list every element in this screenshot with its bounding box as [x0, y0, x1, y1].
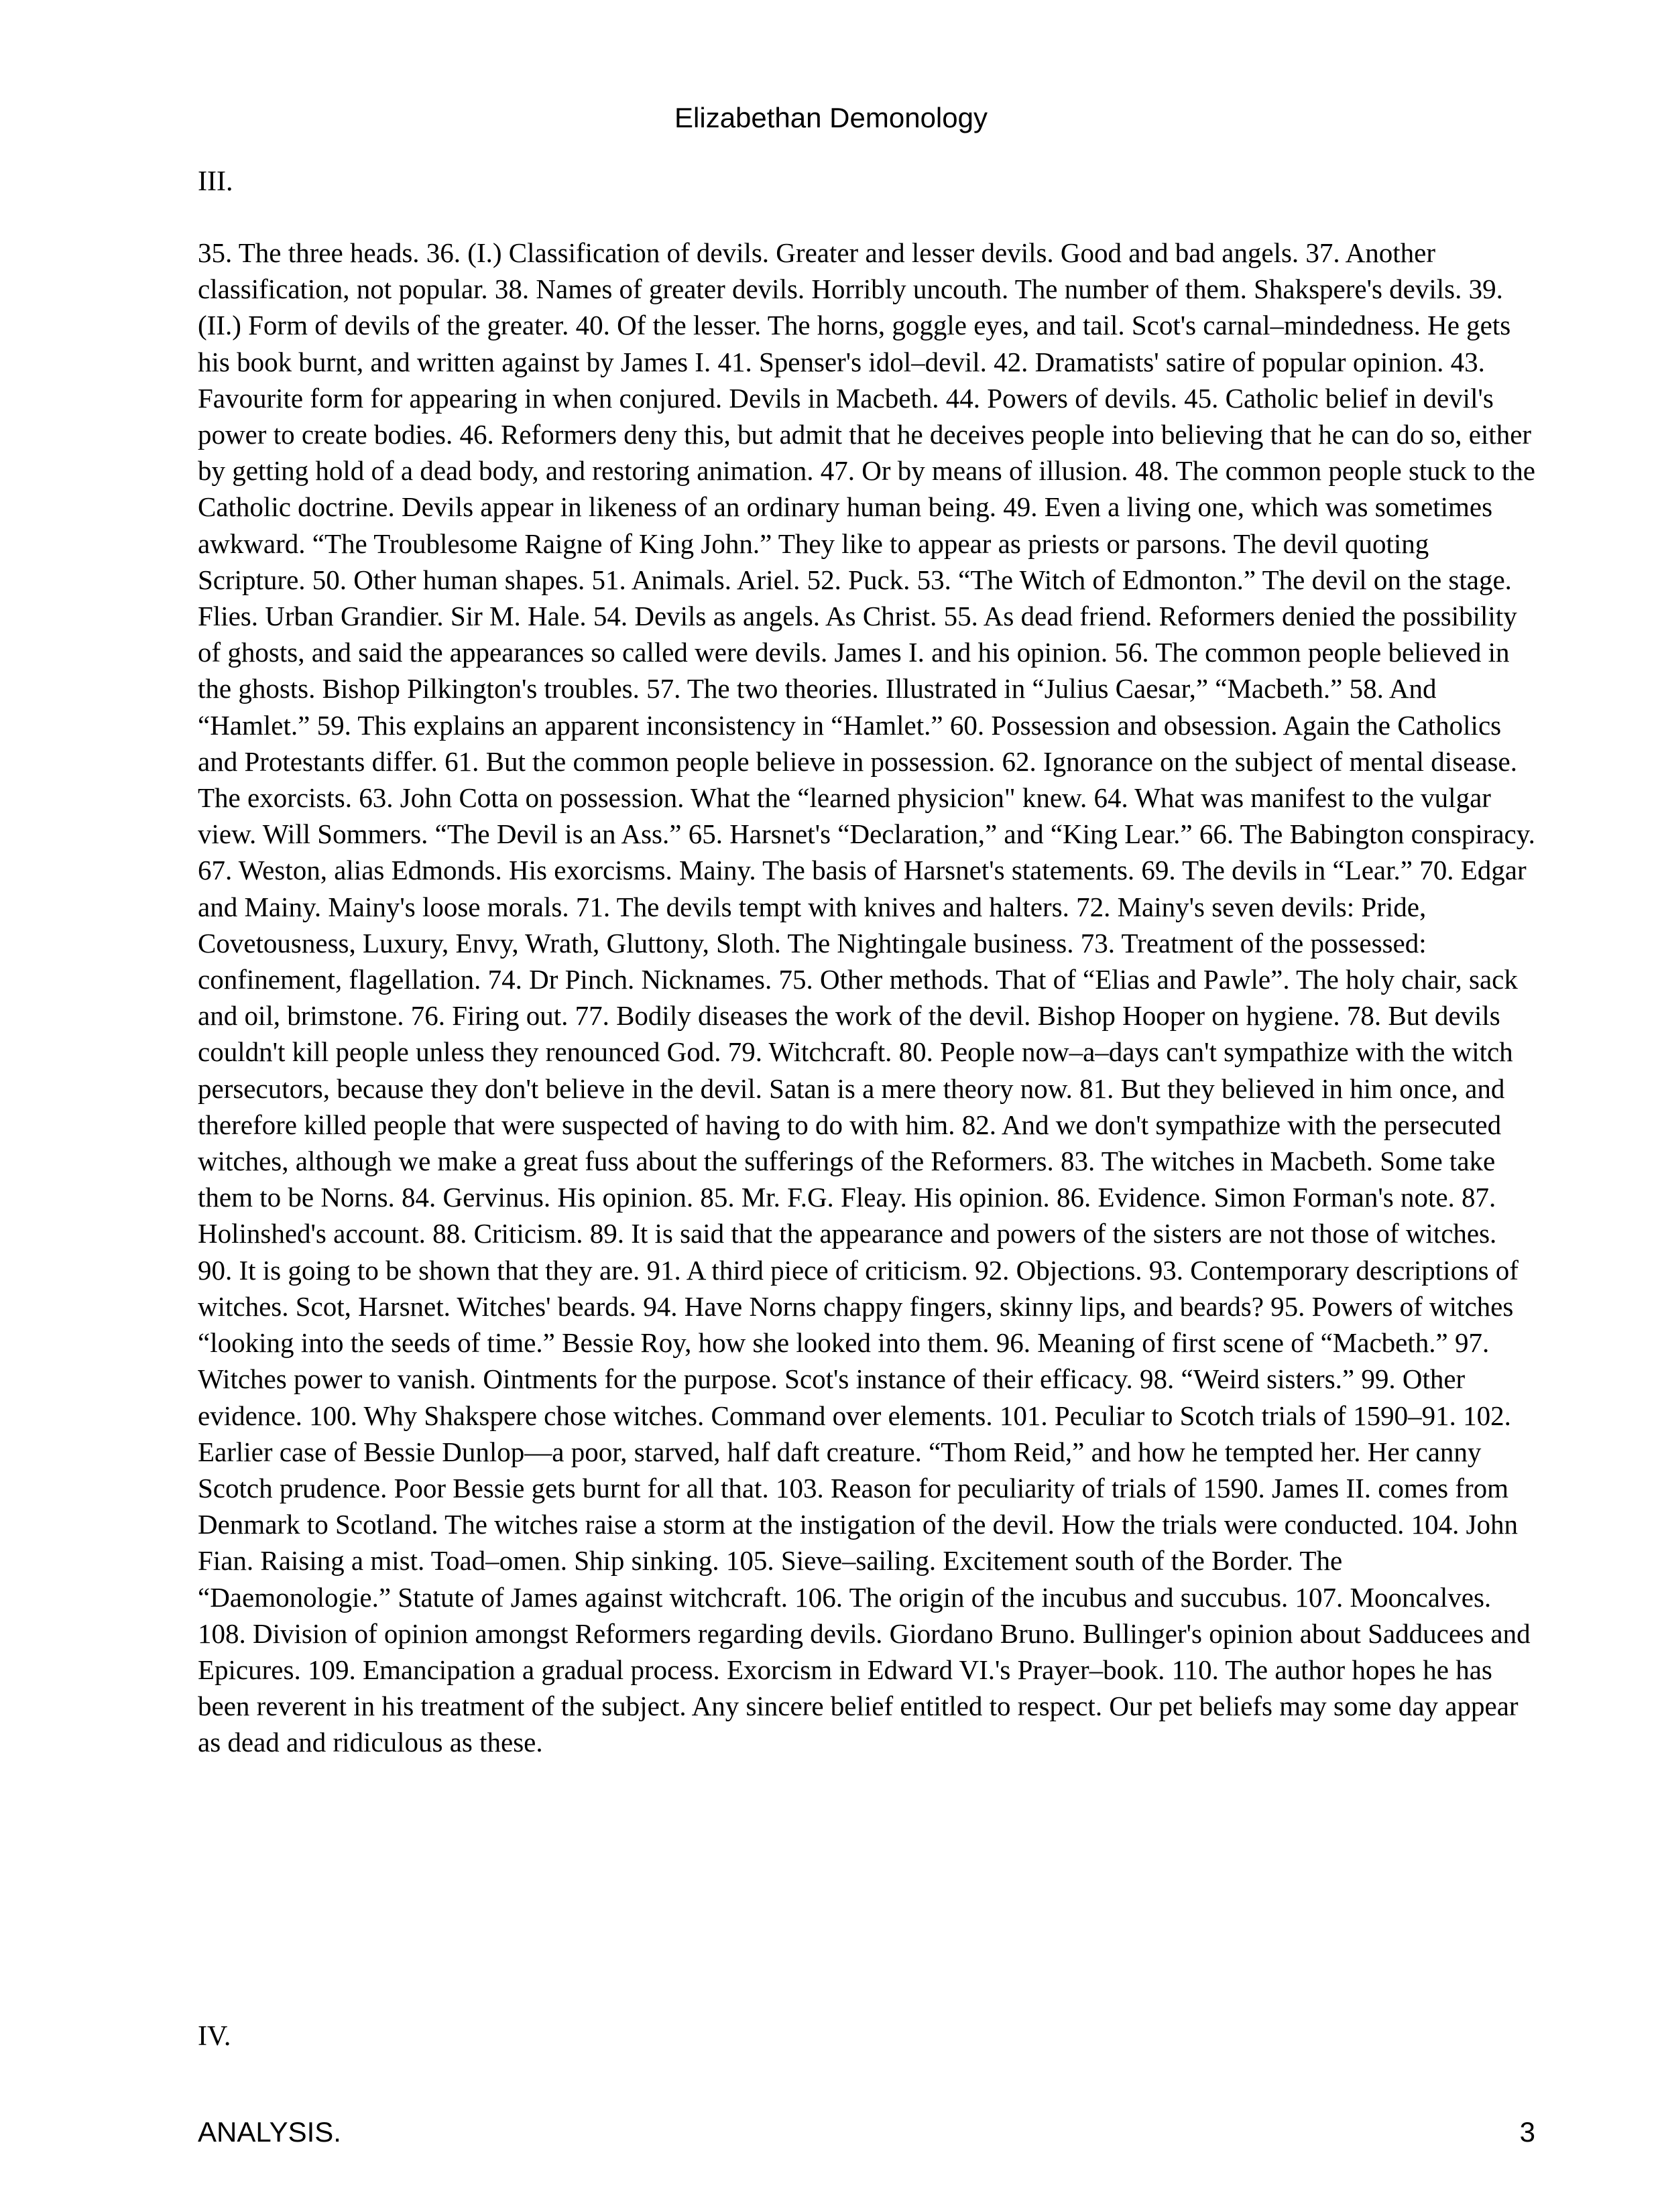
footer-label: ANALYSIS. [198, 2116, 341, 2148]
analysis-paragraph: 35. The three heads. 36. (I.) Classification of devils. Greater and lesser devils. Good and bad angels. 37. Another classification, not popular. 38. Names of greater devils. Horribly uncouth. The number of them. Shakspere's devils. 39. (II.) Form of devils of the greater. 40. Of the lesser. The horns, goggle eyes, and tail. Scot's carnal–mindedness. He gets his book burnt, and written against by James I. 41. Spenser's idol–devil. 42. Dramatists' satire of popular opinion. 43. Favourite form for appearing in when conjured. Devils in Macbeth. 44. Powers of devils. 45. Catholic belief in devil's power to create bodies. 46. Reformers deny this, but admit that he deceives people into believing that he can do so, either by getting hold of a dead body, and restoring animation. 47. Or by means of illusion. 48. The common people stuck to the Catholic doctrine. Devils appear in likeness of an ordinary human being. 49. Even a living one, which was sometimes awkward. “The Troublesome Raigne of King John.” They like to appear as priests or parsons. The devil quoting Scripture. 50. Other human shapes. 51. Animals. Ariel. 52. Puck. 53. “The Witch of Edmonton.” The devil on the stage. Flies. Urban Grandier. Sir M. Hale. 54. Devils as angels. As Christ. 55. As dead friend. Reformers denied the possibility of ghosts, and said the appearances so called were devils. James I. and his opinion. 56. The common people believed in the ghosts. Bishop Pilkington's troubles. 57. The two theories. Illustrated in “Julius Caesar,” “Macbeth.” 58. And “Hamlet.” 59. This explains an apparent inconsistency in “Hamlet.” 60. Possession and obsession. Again the Catholics and Protestants differ. 61. But the common people believe in possession. 62. Ignorance on the subject of mental disease. The exorcists. 63. John Cotta on possession. What the “learned physicion" knew. 64. What was manifest to the vulgar view. Will Sommers. “The Devil is an Ass.” 65. Harsnet's “Declaration,” and “King Lear.” 66. The Babington conspiracy. 67. Weston, alias Edmonds. His exorcisms. Mainy. The basis of Harsnet's statements. 69. The devils in “Lear.” 70. Edgar and Mainy. Mainy's loose morals. 71. The devils tempt with knives and halters. 72. Mainy's seven devils: Pride, Covetousness, Luxury, Envy, Wrath, Gluttony, Sloth. The Nightingale business. 73. Treatment of the possessed: confinement, flagellation. 74. Dr Pinch. Nicknames. 75. Other methods. That of “Elias and Pawle”. The holy chair, sack and oil, brimstone. 76. Firing out. 77. Bodily diseases the work of the devil. Bishop Hooper on hygiene. 78. But devils couldn't kill people unless they renounced God. 79. Witchcraft. 80. People now–a–days can't sympathize with the witch persecutors, because they don't believe in the devil. Satan is a mere theory now. 81. But they believed in him once, and therefore killed people that were suspected of having to do with him. 82. And we don't sympathize with the persecuted witches, although we make a great fuss about the sufferings of the Reformers. 83. The witches in Macbeth. Some take them to be Norns. 84. Gervinus. His opinion. 85. Mr. F.G. Fleay. His opinion. 86. Evidence. Simon Forman's note. 87. Holinshed's account. 88. Criticism. 89. It is said that the appearance and powers of the sisters are not those of witches. 90. It is going to be shown that they are. 91. A third piece of criticism. 92. Objections. 93. Contemporary descriptions of witches. Scot, Harsnet. Witches' beards. 94. Have Norns chappy fingers, skinny lips, and beards? 95. Powers of witches “looking into the seeds of time.” Bessie Roy, how she looked into them. 96. Meaning of first scene of “Macbeth.” 97. Witches power to vanish. Ointments for the purpose. Scot's instance of their efficacy. 98. “Weird sisters.” 99. Other evidence. 100. Why Shakspere chose witches. Command over elements. 101. Peculiar to Scotch trials of 1590–91. 102. Earlier case of Bessie Dunlop—a poor, starved, half daft creature. “Thom Reid,” and how he tempted her. Her canny Scotch prudence. Poor Bessie gets burnt for all that. 103. Reason for peculiarity of trials of 1590. James II. comes from Denmark to Scotland. The witches raise a storm at the instigation of the devil. How the trials were conducted. 104. John Fian. Raising a mist. Toad–omen. Ship sinking. 105. Sieve–sailing. Excitement south of the Border. The “Daemonologie.” Statute of James against witchcraft. 106. The origin of the incubus and succubus. 107. Mooncalves. 108. Division of opinion amongst Reformers regarding devils. Giordano Bruno. Bullinger's opinion about Sadducees and Epicures. 109. Emancipation a gradual process. Exorcism in Edward VI.'s Prayer–book. 110. The author hopes he has been reverent in his treatment of the subject. Any sincere belief entitled to respect. Our pet beliefs may some day appear as dead and ridiculous as these. [198, 237, 1535, 1758]
page-number: 3 [1519, 2116, 1535, 2148]
running-head-title: Elizabethan Demonology [674, 102, 988, 133]
section-number-next: IV. [198, 2021, 231, 2052]
section-number-current: III. [198, 166, 233, 197]
